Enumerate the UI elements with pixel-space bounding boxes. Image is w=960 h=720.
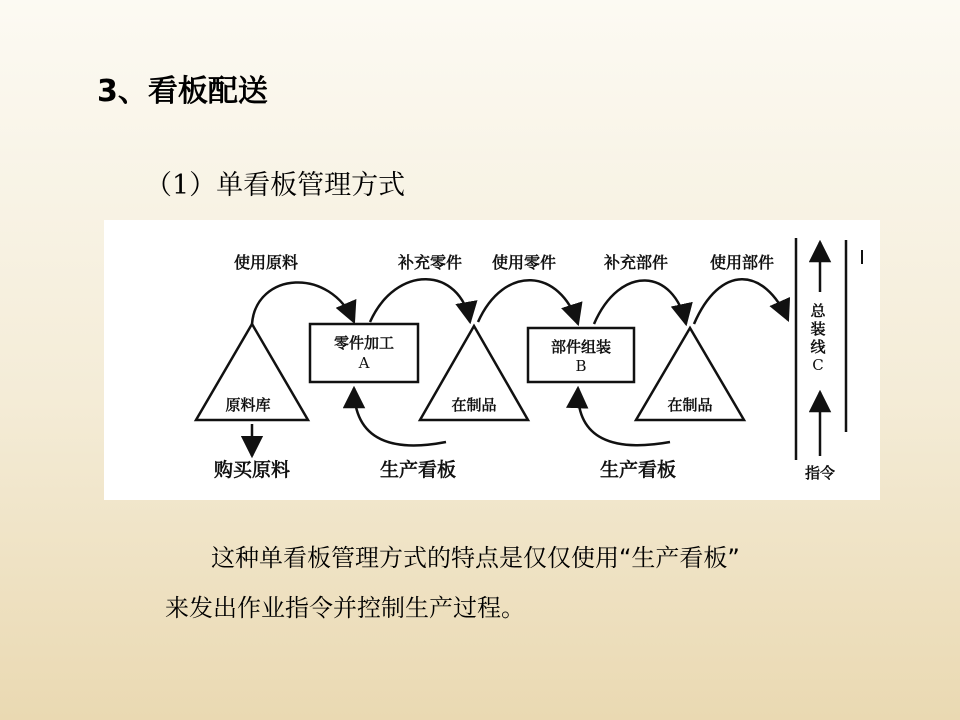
page-title: 3、看板配送 xyxy=(97,74,268,109)
label-main-line-char-1: 总 xyxy=(810,302,826,320)
label-use-raw-material: 使用原料 xyxy=(233,253,299,272)
label-use-components: 使用部件 xyxy=(709,253,775,272)
label-instruction: 指令 xyxy=(804,464,836,482)
label-raw-store: 原料库 xyxy=(225,396,271,414)
arrow-use-parts xyxy=(478,280,578,324)
label-replenish-components: 补充部件 xyxy=(603,253,669,272)
label-main-line-char-2: 装 xyxy=(810,320,826,338)
label-main-line-code: C xyxy=(812,356,824,374)
section-subtitle: （1）单看板管理方式 xyxy=(145,170,406,201)
label-parts-assembly-code: B xyxy=(575,357,587,375)
label-wip-2: 在制品 xyxy=(667,396,713,414)
arrow-replenish-parts xyxy=(370,279,470,322)
kanban-flow-diagram xyxy=(104,220,880,500)
arrow-use-raw-material xyxy=(252,282,354,324)
label-parts-assembly: 部件组装 xyxy=(550,338,612,356)
parts-processing-box xyxy=(310,324,418,382)
label-purchase-raw-material: 购买原料 xyxy=(213,459,291,481)
label-use-parts: 使用零件 xyxy=(491,253,557,272)
label-wip-1: 在制品 xyxy=(451,396,497,414)
label-production-kanban-1: 生产看板 xyxy=(379,459,457,481)
arrow-replenish-components xyxy=(594,280,686,324)
label-production-kanban-2: 生产看板 xyxy=(599,459,677,481)
label-parts-processing: 零件加工 xyxy=(333,334,395,352)
diagram-canvas xyxy=(104,220,880,500)
label-main-line-char-3: 线 xyxy=(810,338,826,356)
arrow-kanban-return-2 xyxy=(578,388,670,445)
description-line-2: 来发出作业指令并控制生产过程。 xyxy=(165,594,525,622)
description-line-1: 这种单看板管理方式的特点是仅仅使用“生产看板” xyxy=(211,544,740,572)
arrow-use-components xyxy=(694,279,788,324)
label-parts-processing-code: A xyxy=(358,354,370,372)
label-replenish-parts: 补充零件 xyxy=(397,253,463,272)
